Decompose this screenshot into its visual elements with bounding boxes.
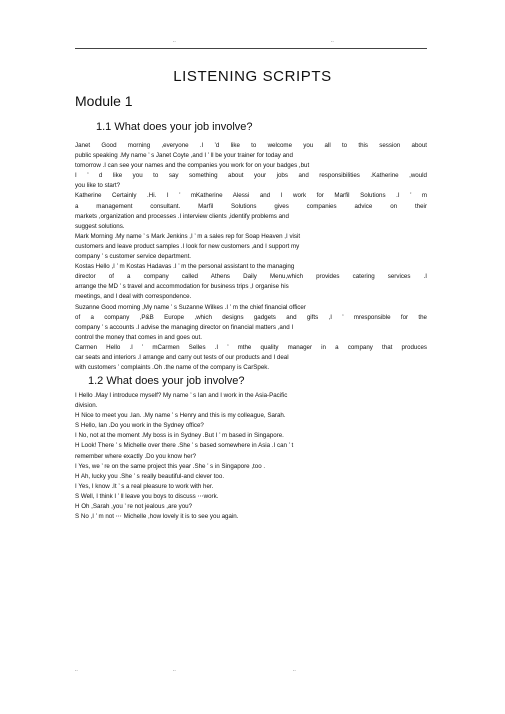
section-heading-1-2: 1.2 What does your job involve? [88,375,245,387]
script-line: H Nice to meet you .Ian. .My name ’ s Henry and this is my colleague, Sarah. [75,412,286,420]
script-line: of a company ,P&B Europe ,which designs gadgets and gifts ,I ’ mresponsible for the [75,313,427,321]
module-heading: Module 1 [75,93,133,109]
script-line: director of a company called Athens Daily Menu,which provides catering services .I [75,273,427,281]
script-line: Carmen Hello .I ’ mCarmen Selles .I ’ mthe quality manager in a company that produces [75,343,427,351]
script-line: I ’ d like you to say something about your jobs and responsibilities .Katherine ,would [75,172,427,180]
section-1-2-body [75,391,427,522]
script-line: customers and leave product samples .I look for new customers ,and I support my [75,242,300,250]
page-header [75,40,427,49]
script-line: meetings, and I deal with correspondence. [75,293,192,301]
script-line: company ’ s accounts .I advise the managing director on financial matters ,and I [75,323,294,331]
script-line: Mark Morning .My name ’ s Mark Jenkins ,I ’ m a sales rep for Soap Heaven ,I visit [75,232,301,240]
script-line: tomorrow .I can see your names and the companies you work for on your badges ,but [75,162,310,170]
script-line: control the money that comes in and goes out. [75,333,202,341]
script-line: S Well, I think I ’ ll leave you boys to discuss ⋯work. [75,492,219,500]
script-line: I No, not at the moment .My boss is in Sydney .But I ’ m based in Singapore. [75,432,284,440]
footer-right-mark: .. [293,667,296,673]
script-line: you like to start? [75,182,121,190]
script-line: markets ,organization and processes .I interview clients ,identify problems and [75,212,289,220]
section-heading-1-1: 1.1 What does your job involve? [96,121,253,133]
script-line: S Hello, Ian .Do you work in the Sydney office? [75,422,204,430]
script-line: Kostas Hello ,I ’ m Kostas Hadavas .I ’ m the personal assistant to the managing [75,263,295,271]
footer-left-mark: .. [75,667,78,673]
header-left-mark: .. [173,38,176,44]
script-line: with customers ’ complaints .Oh .the name of the company is CarSpek. [75,364,270,372]
script-line: Suzanne Good morning ,My name ’ s Suzanne Wilkes .I ’ m the chief financial officer [75,303,306,311]
script-line: S No ,I ’ m not ⋯ Michelle ,how lovely it is to see you again. [75,513,239,521]
script-line: remember where exactly .Do you know her? [75,452,197,460]
script-line: division. [75,402,98,410]
script-line: H Ah, lucky you .She ’ s really beautiful-and clever too. [75,472,225,480]
header-right-mark: .. [331,38,334,44]
script-line: car seats and interiors .I arrange and carry out tests of our products and I deal [75,353,289,361]
section-1-1-body [75,141,427,373]
script-line: a management consultant. Marfil Solutions gives companies advice on their [75,202,427,210]
script-line: arrange the MD ’ s travel and accommodation for business trips ,I organise his [75,283,289,291]
script-line: public speaking .My name ’ s Janet Coyte ,and I ’ ll be your trainer for today and [75,152,293,160]
script-line: Katherine Certainly .Hi. I ’ mKatherine Alessi and I work for Marfil Solutions .I ’ m [75,192,427,200]
script-line: I Yes, I know .It ’ s a real pleasure to work with her. [75,482,214,490]
footer-middle-mark: .. [173,667,176,673]
script-line: company ’ s customer service department. [75,253,192,261]
script-line: suggest solutions. [75,222,125,230]
page-title: LISTENING SCRIPTS [173,68,332,85]
script-line: Janet Good morning ,everyone .I ’d like to welcome you all to this session about [75,142,427,149]
page-footer [75,667,427,677]
script-line: I Yes, we ’ re on the same project this year .She ’ s in Singapore ,too . [75,462,266,470]
script-line: H Oh ,Sarah ,you ’ re not jealous ,are you? [75,503,193,511]
script-line: I Hello .May I introduce myself? My name ’ s Ian and I work in the Asia-Pacific [75,392,288,399]
script-line: H Look! There ’ s Michelle over there .She ’ s based somewhere in Asia .I can ’ t [75,442,294,450]
